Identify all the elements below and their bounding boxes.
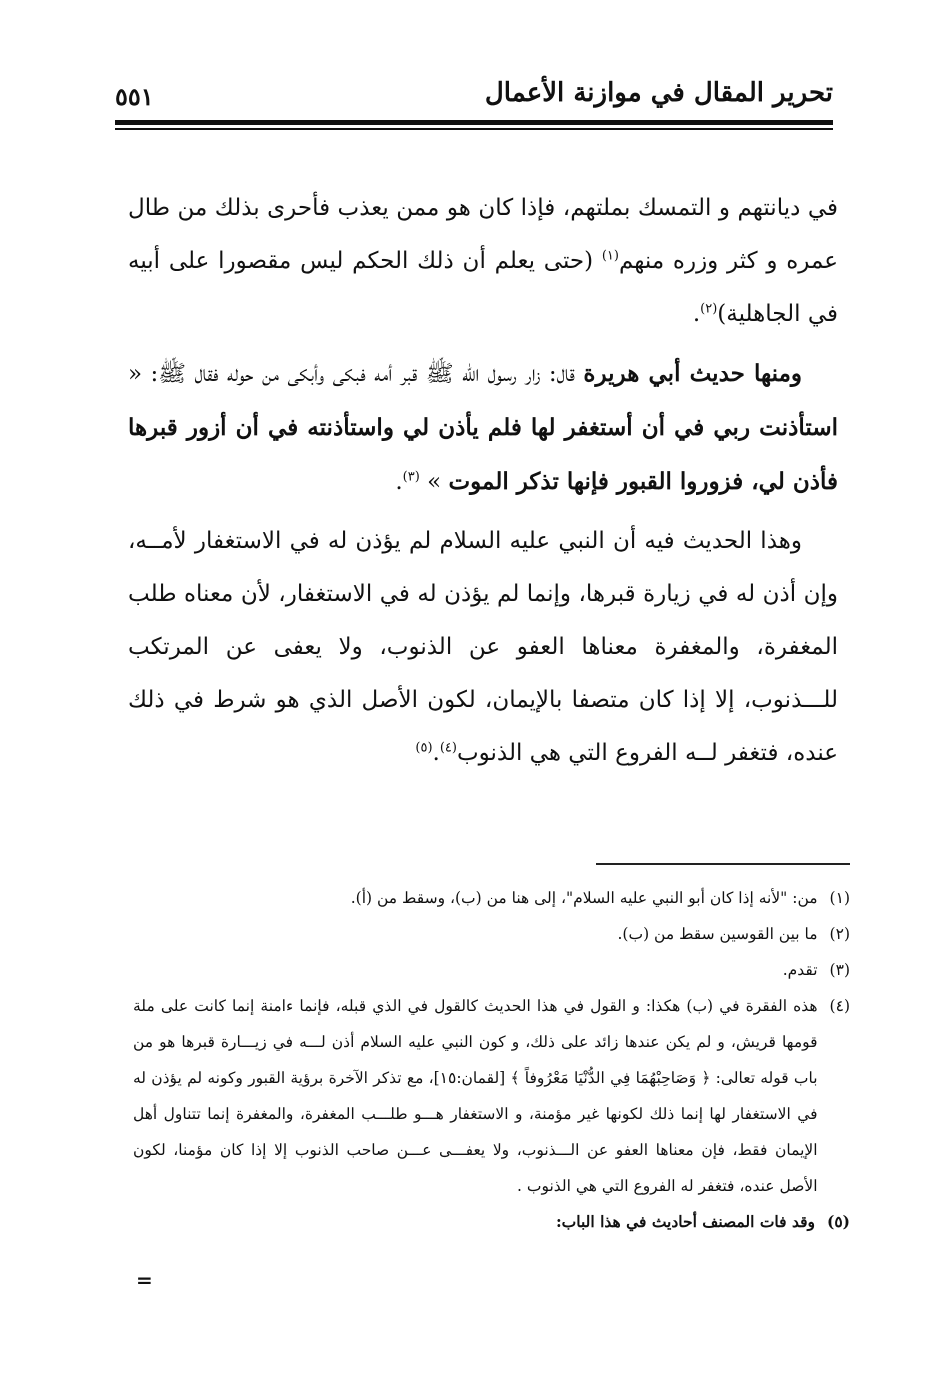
footnote-ref-5[interactable]: (٥) (415, 740, 433, 756)
paragraph-1-text-b: (حتى يعلم أن ذلك الحكم ليس مقصورا على أبيه في الجاهلية) (128, 248, 838, 327)
footnote-text: وقد فات المصنف أحاديث في هذا الباب: (555, 1212, 815, 1231)
main-text (128, 182, 838, 786)
continuation-mark: = (136, 1268, 153, 1292)
paragraph-1-text-a: في ديانتهم و التمسك بملتهم، فإذا كان هو ممن يعذب فأحرى بذلك من طال عمره و كثر وزره منهم (128, 195, 839, 274)
footnote-number: (٣) (829, 961, 850, 979)
running-header (115, 72, 833, 116)
footnote-text: من: "لأنه إذا كان أبو النبي عليه السلام"، إلى هنا من (ب)، وسقط من (أ). (350, 889, 818, 907)
footnote-number: (١) (829, 889, 850, 907)
paragraph-3-end: . (432, 740, 440, 766)
header-rule-thin (115, 128, 833, 130)
footnote-ref-1[interactable]: (١) (601, 248, 619, 264)
footnote-ref-4[interactable]: (٤) (439, 740, 457, 756)
footnote-ref-3[interactable]: (٣) (402, 469, 420, 485)
footnote-text: ما بين القوسين سقط من (ب). (617, 925, 818, 943)
footnote-5 (133, 1204, 850, 1240)
paragraph-3 (128, 515, 838, 780)
paragraph-2-text-a: قال: زار رسول الله ﷺ قبر أمه فبكى وأبكى من حوله فقال ﷺ: « (128, 361, 584, 387)
footnote-1 (133, 880, 850, 916)
paragraph-3-text: وهذا الحديث فيه أن النبي عليه السلام لم يؤذن له في الاستغفار لأمــه، وإن أذن له في زيارة قبرها، وإنما لم يؤذن له في الاستغفار، لأن معناه طلب المغفرة، والمغفرة معناها العفو عن الذنوب، ولا يعفى عن المرتكب للـــذنوب، إلا إذا كان متصفا بالإيمان، لكون الأصل الذي هو شرط في ذلك عنده، فتغفر لــه الفروع التي هي الذنوب (128, 528, 838, 766)
paragraph-2-text-b: » (419, 469, 449, 495)
paragraph-1-end: . (692, 301, 701, 327)
paragraph-2 (128, 347, 838, 509)
header-rule-thick (115, 120, 833, 125)
footnote-number: (٥) (826, 1212, 850, 1231)
running-header-title: تحرير المقال في موازنة الأعمال (484, 78, 833, 108)
footnote-2 (133, 916, 850, 952)
paragraph-1 (128, 182, 838, 341)
footnote-ref-2[interactable]: (٢) (700, 301, 718, 317)
footnote-separator (596, 863, 850, 865)
paragraph-2-lead: ومنها حديث أبي هريرة (583, 360, 802, 387)
paragraph-2-end: . (395, 469, 403, 495)
footnote-text: تقدم. (782, 961, 818, 979)
footnote-number: (٢) (829, 925, 850, 943)
footnote-text: هذه الفقرة في (ب) هكذا: و القول في هذا الحديث كالقول في الذي قبله، فإنما ءامنة إنما كانت على ملة قومها قريش، و لم يكن عندها زائد على ذلك، و كون النبي عليه السلام أذن لـــه في زيـــارة قبرها هو من باب قوله تعالى: ﴿ وَصَاحِبْهُمَا فِي الدُّنْيَا مَعْرُوفاً ﴾ [لقمان:١٥]، مع تذكر الآخرة برؤية القبور وكونه لم يؤذن له في الاستغفار لها إنما ذلك لكونها غير مؤمنة، و الاستغفار هـــو طلـــب المغفرة، والمغفرة إنما تتناول أهل الإيمان فقط، فإن معناها العفو عن الـــذنوب، ولا يعفـــى عـــن صاحب الذنوب إلا إذا كان مؤمنا، لكون الأصل عنده، فتغفر له الفروع التي هي الذنوب . (133, 997, 818, 1195)
hadith-quote: استأذنت ربي في أن أستغفر لها فلم يأذن لي واستأذنته في أن أزور قبرها فأذن لي، فزوروا القبور فإنها تذكر الموت (128, 414, 838, 495)
footnote-4 (133, 988, 850, 1204)
footnote-3 (133, 952, 850, 988)
footnote-number: (٤) (829, 997, 850, 1015)
page-number: ٥٥١ (115, 82, 154, 111)
footnotes (133, 880, 850, 1240)
